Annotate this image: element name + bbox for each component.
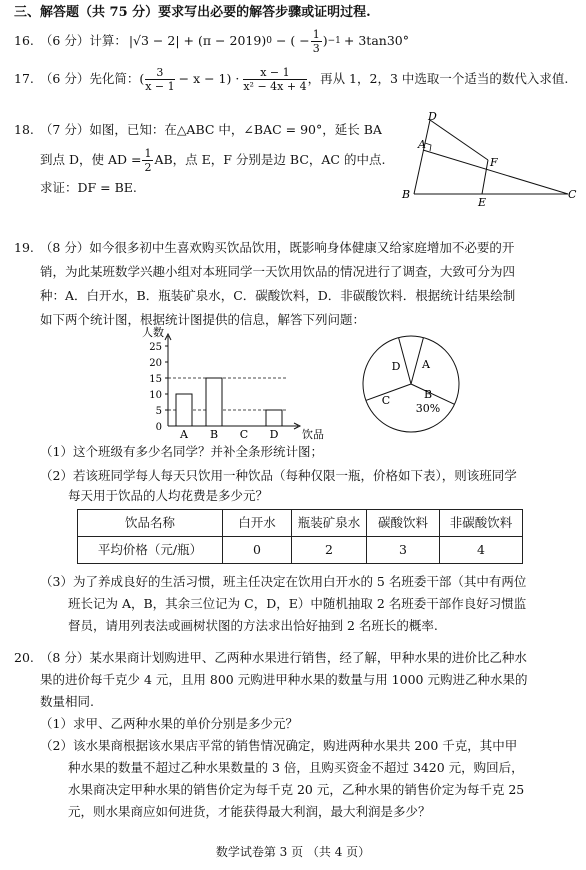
q16-fraction: $\frac{1}{3}$ [312,27,320,55]
point-D-label: D [428,110,437,123]
table-row [78,537,523,564]
question-16 [14,28,409,54]
table-cell: 3 [367,537,440,564]
x-tick-label: B [209,428,219,441]
q19-sub-2a: （2）若该班同学每人每天只饮用一种饮品（每种仅限一瓶，价格如下表），则该班同学 [40,468,517,483]
q16-prompt: （6 分）计算： [39,32,127,48]
table-header-cell: 饮品名称 [78,510,223,537]
table-header-cell: 白开水 [223,510,292,537]
point-E-label: E [478,196,487,209]
point-A-label: A [418,138,426,151]
q19-sub-1: （1）这个班级有多少名同学？并补全条形统计图； [40,444,323,459]
pie-slice-label-B: B [423,388,433,401]
q18-text-2a: 到点 D，使 AD = [40,151,142,167]
bar-chart [128,326,328,446]
q20-sub-2-line-3: 水果商决定甲种水果的销售价定为每千克 20 元，乙种水果的销售价定为每千克 25 [68,782,525,797]
q19-line-2: 销，为此某班数学兴趣小组对本班同学一天饮用饮品的情况进行了调查，大致可分为四 [40,264,516,279]
price-table [77,509,523,564]
y-tick-label: 25 [149,342,162,353]
y-tick-label: 5 [155,406,162,417]
bar-D [266,410,282,426]
table-header-cell: 碳酸饮料 [367,510,440,537]
q19-sub-2b: 每天用于饮品的人均花费是多少元？ [68,488,269,503]
q17-instruction: ，再从 1，2，3 中选取一个适当的数代入求值. [307,70,569,86]
x-tick-label: A [180,428,188,441]
table-cell: 2 [292,537,367,564]
point-F-label: F [490,156,498,169]
y-tick-label: 20 [149,358,162,369]
q20-number: 20. [14,650,34,665]
pie-slice-label-C: C [381,394,391,407]
q20-sub-1: （1）求甲、乙两种水果的单价分别是多少元？ [40,716,298,731]
q19-sub-3c: 督员，请用列表法或画树状图的方法求出恰好抽到 2 名班长的概率. [68,618,438,633]
page-footer: 数学试卷第 3 页 （共 4 页） [215,845,371,859]
x-tick-label: C [239,428,249,441]
q17-prompt: （6 分）先化简：( [39,70,145,86]
q16-pi-term: + (π − 2019) [183,32,267,48]
q18-fraction: $\frac{1}{2}$ [144,146,152,174]
bar-A [176,394,192,426]
q18-text-1: （7 分）如图，已知：在△ABC 中，∠BAC = 90°，延长 BA [39,122,382,137]
pie-slice-label-D: D [391,360,401,373]
table-cell: 4 [440,537,523,564]
q20-line-3: 数量相同. [40,694,94,709]
q17-middle: − x − 1) · [178,70,240,86]
y-tick-label: 10 [149,390,162,401]
y-tick-label: 15 [149,374,162,385]
q20-line-2: 果的进价每千克少 4 元，且用 800 元购进甲种水果的数量与用 1000 元购进乙种水果的 [40,672,528,687]
y-tick-label: 0 [155,422,162,433]
q19-line-3: 种：A．白开水，B．瓶装矿泉水，C．碳酸饮料，D．非碳酸饮料．根据统计结果绘制 [40,288,516,303]
q19-line-1: 19. （8 分）如今很多初中生喜欢购买饮品饮用，既影响身体健康又给家庭增加不必要的开 [14,240,515,255]
table-header-cell: 瓶装矿泉水 [292,510,367,537]
pie-slice-label-A: A [422,358,430,371]
table-header-cell: 非碳酸饮料 [440,510,523,537]
section-header: 三、解答题（共 75 分）要求写出必要的解答步骤或证明过程. [14,5,371,20]
x-axis-label: 饮品 [302,428,324,441]
x-tick-label: D [269,428,279,441]
q18-text-2b: AB，点 E，F 分别是边 BC，AC 的中点. [154,151,386,167]
question-17 [14,62,568,96]
q20-sub-2-line-2: 种水果的数量不超过乙种水果数量的 3 倍，且购买资金不超过 3420 元，购回后， [68,760,524,775]
q16-close-paren: ) [322,32,328,48]
point-B-label: B [402,188,411,201]
q19-sub-3b: 班长记为 A，B，其余三位记为 C，D，E）中随机抽取 2 名班委干部作良好习惯监 [68,596,527,611]
q16-exponent-neg1: −1 [327,35,341,46]
q16-abs-term: |√3 − 2| [128,32,180,48]
bar-B [206,378,222,426]
table-header-row [78,510,523,537]
q16-minus: − ( − [275,32,310,48]
q19-sub-3a: （3）为了养成良好的生活习惯，班主任决定在饮用白开水的 5 名班委干部（其中有两位 [40,574,527,589]
q20-line-1: 20. （8 分）某水果商计划购进甲、乙两种水果进行销售，经了解，甲种水果的进价比乙种水 [14,650,527,665]
q19-number: 19. [14,240,34,255]
q16-exponent-zero: 0 [266,35,272,46]
q20-sub-2-line-1: （2）该水果商根据该水果店平常的销售情况确定，购进两种水果共 200 千克，其中甲 [40,738,518,753]
q16-number: 16. [14,32,34,48]
q18-text-3: 求证：DF = BE. [40,180,137,195]
q20-sub-2-line-4: 元，则水果商应如何进货，才能获得最大利润，最大利润是多少？ [68,804,431,819]
point-C-label: C [568,188,577,201]
q18-number: 18. [14,122,34,137]
q17-fraction-2: $\frac{x - 1}{\text{x² − 4x + 4}}$ [243,65,307,93]
q17-fraction-1: $\frac{3}{x - 1}$ [145,65,175,93]
q16-tan-term: + 3tan30° [343,32,409,48]
table-cell: 平均价格（元/瓶） [78,537,223,564]
triangle-figure [398,110,578,210]
question-18-line1 [14,124,382,137]
pie-percent-label-B: 30% [415,402,441,415]
pie-chart [356,332,476,442]
y-axis-label: 人数 [142,326,164,339]
question-18-line2 [40,146,385,174]
q19-line-4: 如下两个统计图，根据统计图提供的信息，解答下列问题： [40,312,366,327]
table-cell: 0 [223,537,292,564]
q17-number: 17. [14,70,34,86]
